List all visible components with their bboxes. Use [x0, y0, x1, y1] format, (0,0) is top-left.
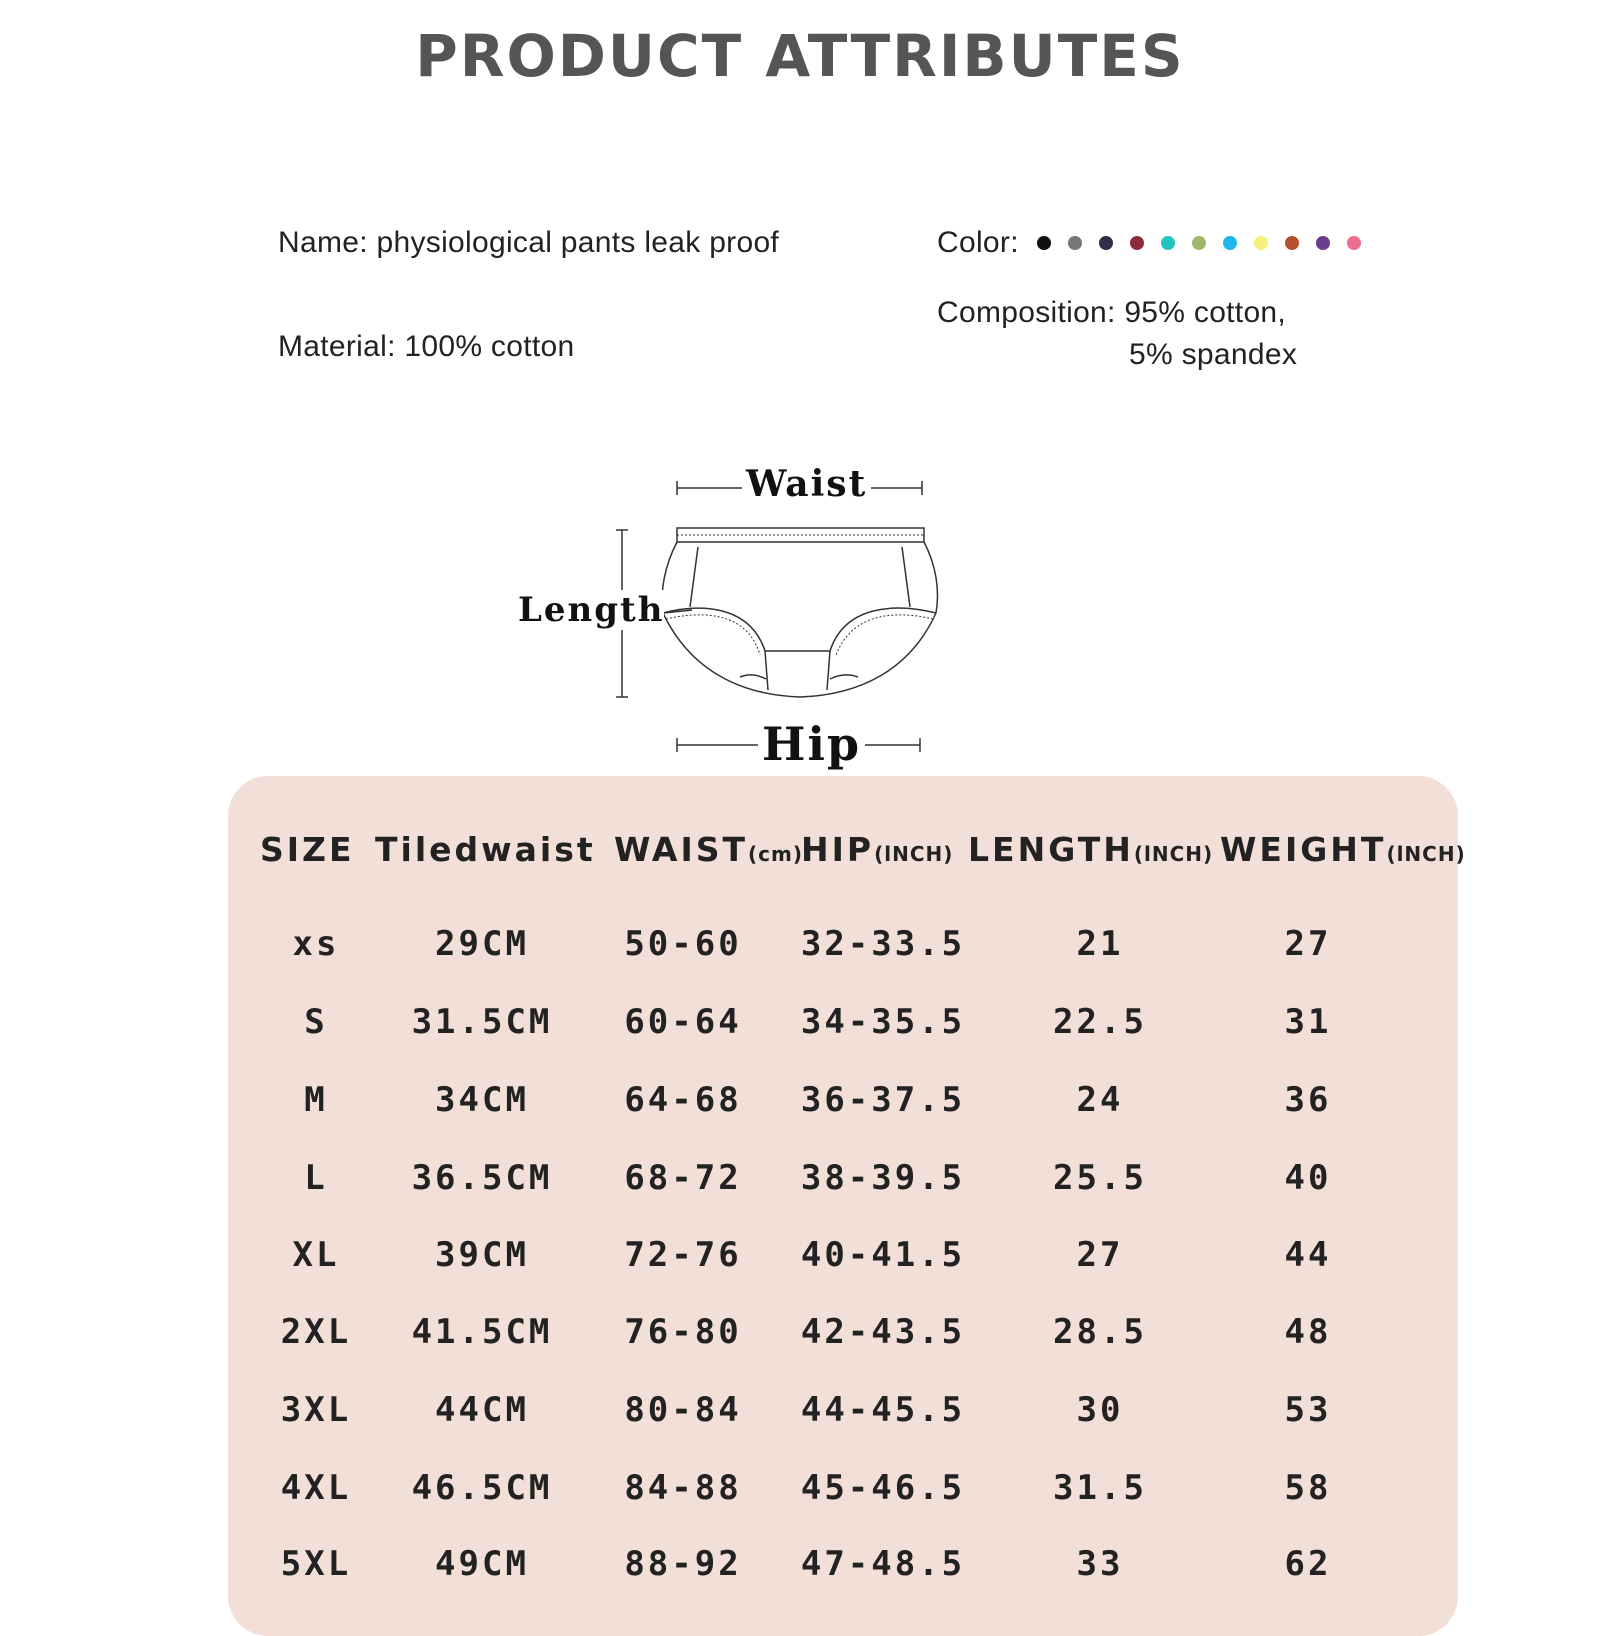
column-header-unit: (lNCH)	[874, 842, 954, 866]
table-cell: 84-88	[624, 1468, 742, 1508]
product-name: Name: physiological pants leak proof	[278, 226, 780, 259]
color-swatch-3	[1099, 236, 1113, 250]
table-cell: 46.5CM	[411, 1468, 553, 1508]
table-row	[228, 1080, 1458, 1140]
table-cell: 48	[1284, 1312, 1332, 1352]
table-cell: 47-48.5	[800, 1544, 966, 1584]
color-swatches	[1037, 236, 1378, 250]
table-cell: 40-41.5	[800, 1235, 966, 1275]
waist-label: Waist	[742, 463, 871, 505]
table-row	[228, 1468, 1458, 1528]
table-cell: 49CM	[435, 1544, 529, 1584]
column-header-label: HIP	[801, 830, 875, 869]
table-cell: 53	[1284, 1390, 1332, 1430]
column-header-label: SIZE	[260, 830, 355, 869]
table-cell: 36-37.5	[800, 1080, 966, 1120]
table-cell: 32-33.5	[800, 924, 966, 964]
table-cell: 40	[1284, 1158, 1332, 1198]
table-cell: 34-35.5	[800, 1002, 966, 1042]
table-cell: L	[304, 1158, 328, 1198]
table-cell: 31	[1284, 1002, 1332, 1042]
table-cell: 4XL	[280, 1468, 352, 1508]
table-row	[228, 1544, 1458, 1604]
color-swatch-6	[1192, 236, 1206, 250]
table-cell: 44CM	[435, 1390, 529, 1430]
column-header-unit: (lNCH)	[1133, 842, 1214, 866]
composition-line-1: Composition: 95% cotton,	[937, 296, 1287, 329]
table-cell: 42-43.5	[800, 1312, 966, 1352]
column-header-length	[968, 830, 1213, 869]
table-cell: 88-92	[624, 1544, 742, 1584]
table-cell: 36	[1284, 1080, 1332, 1120]
table-cell: 68-72	[624, 1158, 742, 1198]
column-header-label: Tiledwaist	[375, 830, 596, 869]
color-swatch-2	[1068, 236, 1082, 250]
page-title: PRODUCT ATTRIBUTES	[415, 22, 1185, 90]
column-header-tiledwaist	[375, 830, 596, 869]
table-cell: 24	[1076, 1080, 1124, 1120]
table-cell: 58	[1284, 1468, 1332, 1508]
table-cell: 30	[1076, 1390, 1124, 1430]
table-cell: 21	[1076, 924, 1124, 964]
color-swatch-7	[1223, 236, 1237, 250]
table-row	[228, 1002, 1458, 1062]
color-swatch-9	[1285, 236, 1299, 250]
table-cell: 62	[1284, 1544, 1332, 1584]
table-cell: 39CM	[435, 1235, 529, 1275]
table-row	[228, 1390, 1458, 1450]
composition-line-2: 5% spandex	[1129, 338, 1298, 371]
table-cell: 33	[1076, 1544, 1124, 1584]
column-header-label: WEIGHT	[1220, 830, 1387, 869]
table-cell: S	[304, 1002, 328, 1042]
table-cell: 36.5CM	[411, 1158, 553, 1198]
leg-outline	[663, 613, 936, 697]
column-header-weight	[1220, 830, 1466, 869]
column-header-size	[260, 830, 355, 869]
table-cell: 3XL	[280, 1390, 352, 1430]
table-cell: 60-64	[624, 1002, 742, 1042]
measurement-diagram	[500, 455, 960, 775]
table-cell: 50-60	[624, 924, 742, 964]
column-header-label: WAIST	[614, 830, 749, 869]
size-chart	[228, 776, 1466, 1636]
table-cell: 64-68	[624, 1080, 742, 1120]
table-cell: 27	[1284, 924, 1332, 964]
product-composition	[937, 292, 1297, 376]
table-cell: 72-76	[624, 1235, 742, 1275]
table-cell: 5XL	[280, 1544, 352, 1584]
color-swatch-8	[1254, 236, 1268, 250]
color-swatch-1	[1037, 236, 1051, 250]
column-header-unit: (lNCH)	[1386, 842, 1466, 866]
table-cell: 31.5	[1053, 1468, 1147, 1508]
table-cell: 2XL	[280, 1312, 352, 1352]
table-cell: 44	[1284, 1235, 1332, 1275]
table-cell: 31.5CM	[411, 1002, 553, 1042]
table-cell: XL	[292, 1235, 340, 1275]
table-cell: 34CM	[435, 1080, 529, 1120]
color-swatch-4	[1130, 236, 1144, 250]
table-cell: 38-39.5	[800, 1158, 966, 1198]
color-swatch-11	[1347, 236, 1361, 250]
product-material: Material: 100% cotton	[278, 330, 575, 363]
color-label: Color:	[937, 226, 1019, 259]
table-cell: 76-80	[624, 1312, 742, 1352]
table-cell: 28.5	[1053, 1312, 1147, 1352]
column-header-hip	[801, 830, 953, 869]
table-cell: 80-84	[624, 1390, 742, 1430]
column-header-unit: (cm)	[748, 842, 803, 866]
table-cell: 45-46.5	[800, 1468, 966, 1508]
length-label: Length	[518, 590, 665, 630]
table-cell: 41.5CM	[411, 1312, 553, 1352]
table-cell: 25.5	[1053, 1158, 1147, 1198]
column-header-waist	[614, 830, 803, 869]
table-row	[228, 1312, 1458, 1372]
color-swatch-10	[1316, 236, 1330, 250]
color-swatch-5	[1161, 236, 1175, 250]
table-cell: xs	[292, 924, 340, 964]
table-cell: M	[304, 1080, 328, 1120]
table-cell: 27	[1076, 1235, 1124, 1275]
product-colors	[937, 226, 1378, 260]
column-header-label: LENGTH	[968, 830, 1134, 869]
table-cell: 22.5	[1053, 1002, 1147, 1042]
table-row	[228, 1158, 1458, 1218]
hip-label: Hip	[758, 717, 865, 771]
table-cell: 29CM	[435, 924, 529, 964]
table-cell: 44-45.5	[800, 1390, 966, 1430]
size-chart-header	[228, 776, 1466, 886]
table-row	[228, 924, 1458, 984]
table-row	[228, 1235, 1458, 1295]
